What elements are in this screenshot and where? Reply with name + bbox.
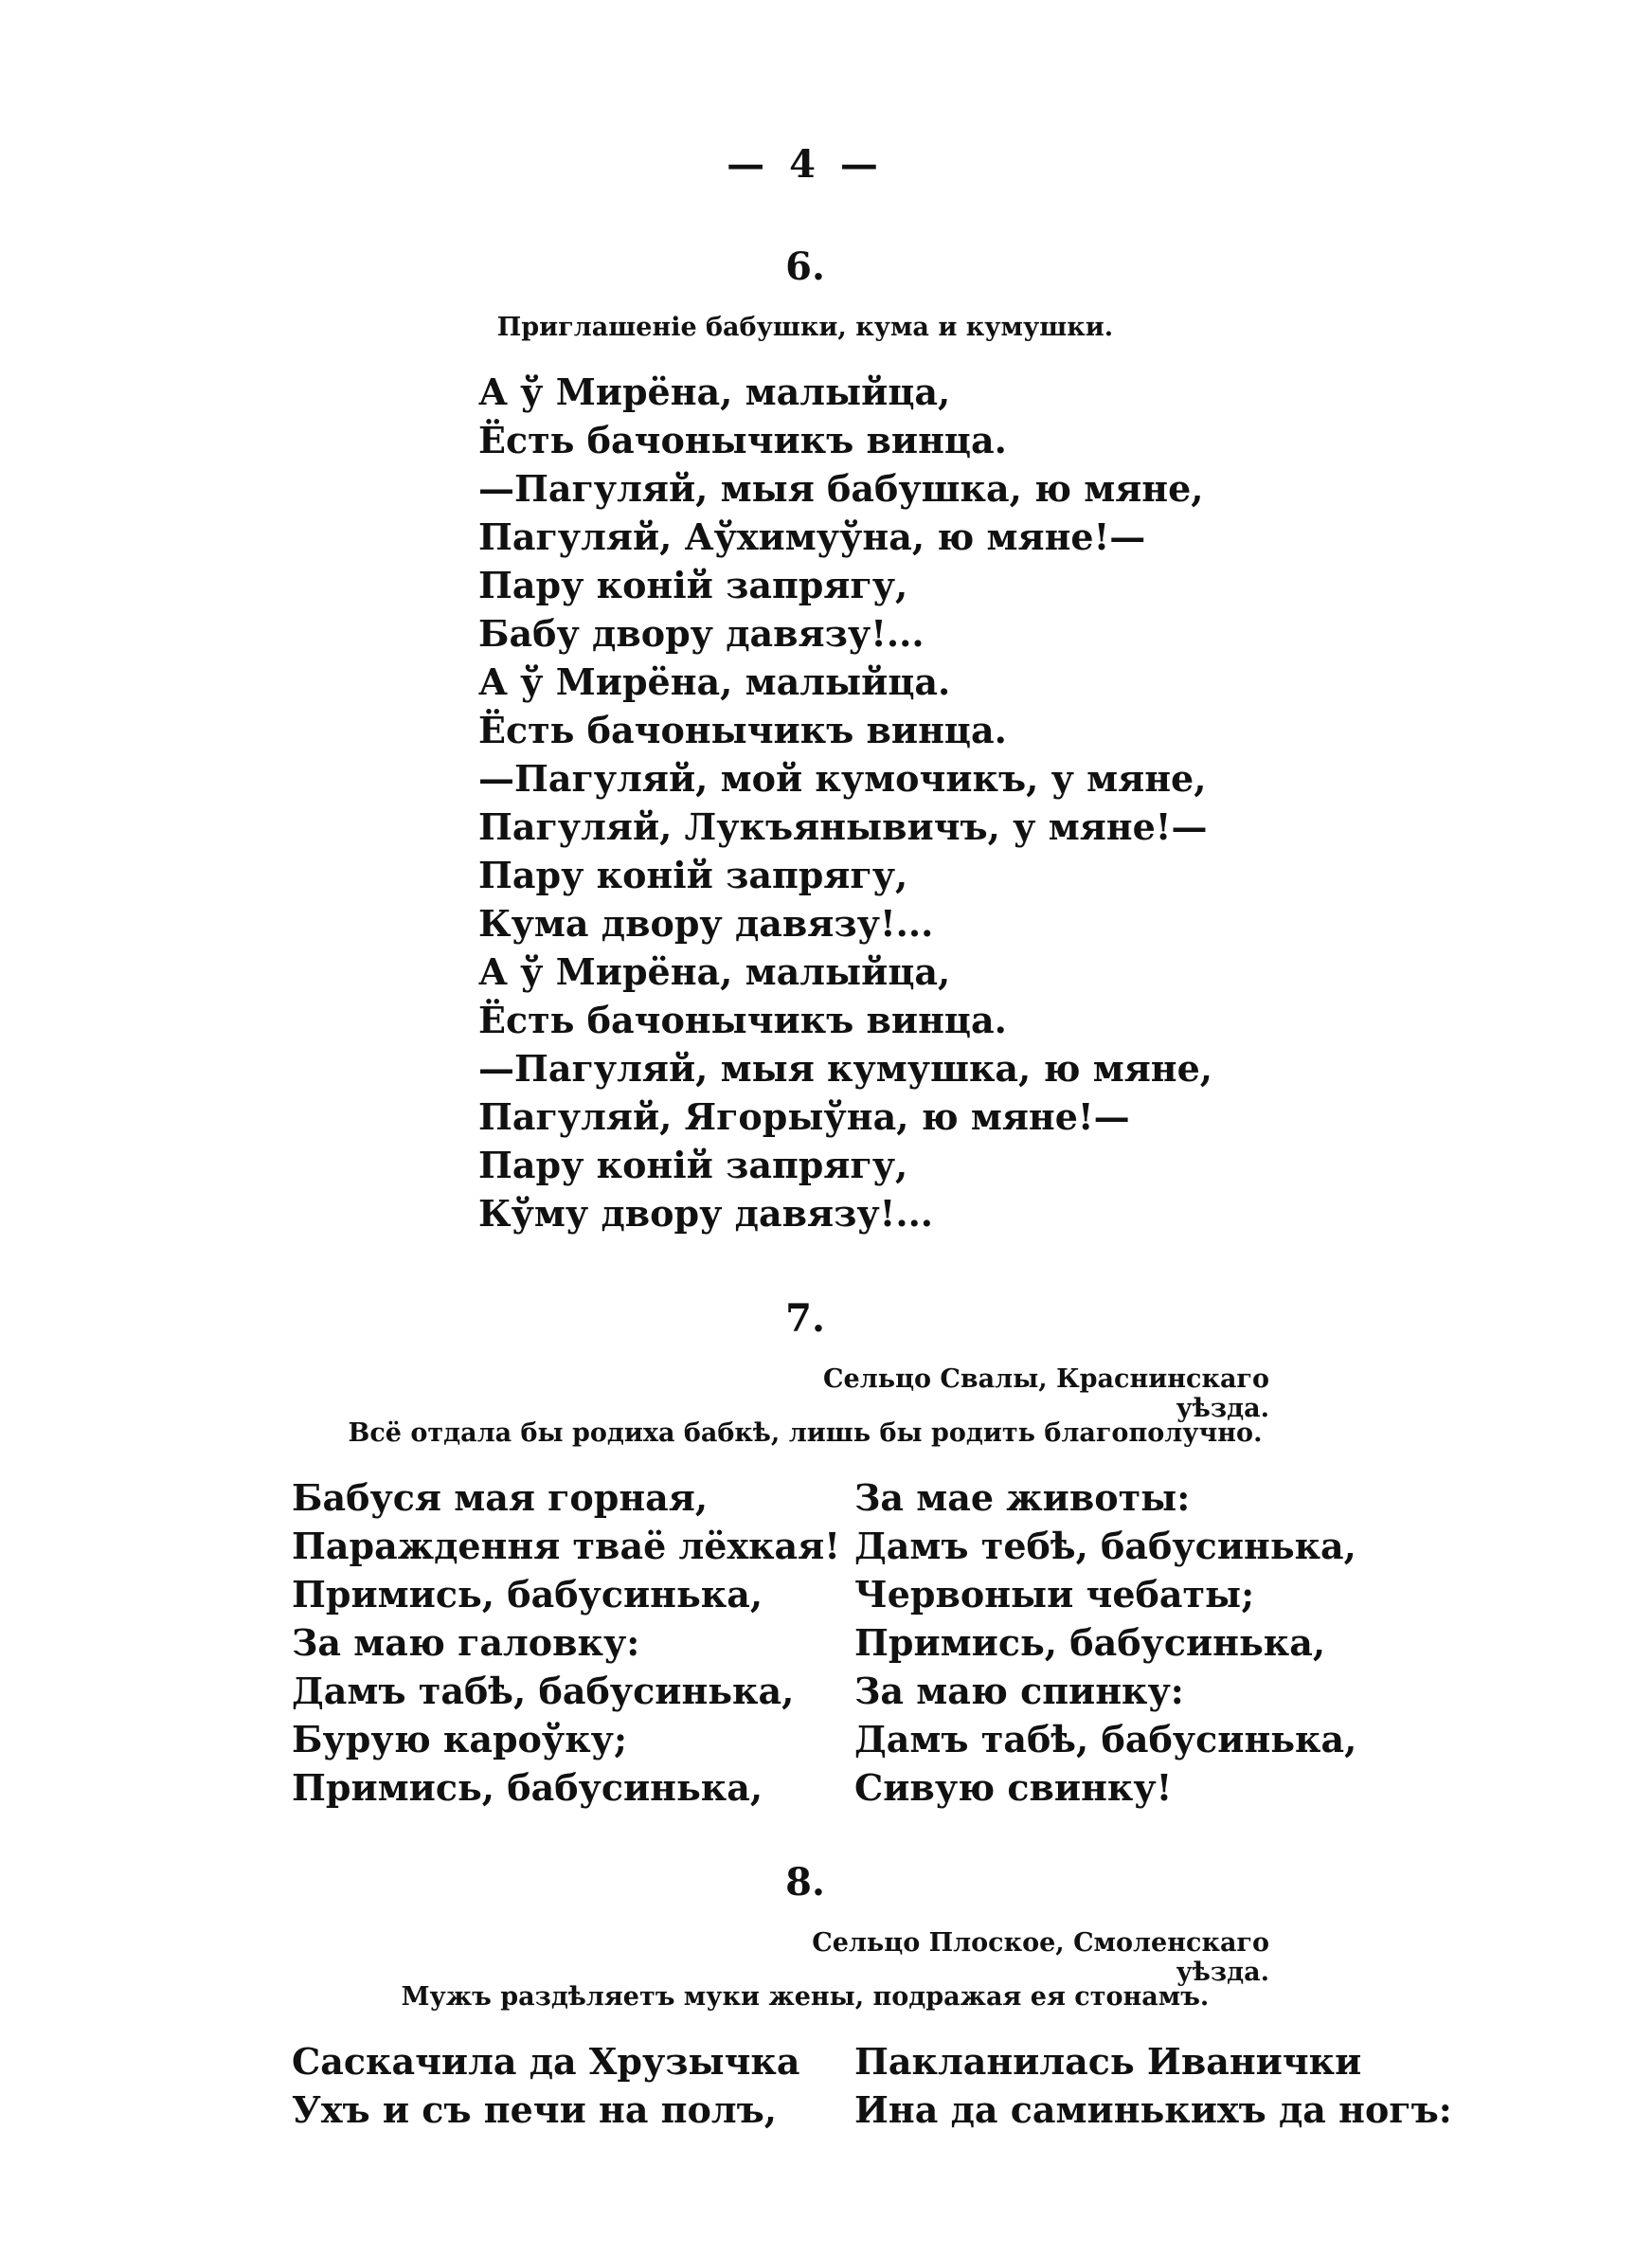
verse-line: Кума двору давязу!... [478, 902, 934, 945]
verse-line: А ў Мирёна, малыйца, [478, 950, 951, 993]
verse-line: Примись, бабусинька, [854, 1621, 1326, 1664]
section-7-number: 7. [785, 1296, 825, 1341]
section-8-poem-left [292, 2037, 800, 2134]
page-number: — 4 — [727, 142, 884, 187]
verse-line: Саскачила да Хрузычка [292, 2040, 800, 2083]
verse-line: Дамъ табѣ, бабусинька, [854, 1718, 1357, 1760]
verse-line: Пару коній запрягу, [478, 1144, 908, 1186]
verse-line: Ина да саминькихъ да ногъ: [854, 2088, 1452, 2131]
verse-line: Пагуляй, Аўхимуўна, ю мяне!— [478, 515, 1146, 558]
verse-line: Пару коній запрягу, [478, 564, 908, 606]
section-6-poem [478, 368, 1212, 1237]
verse-line: Ёсть бачонычикъ винца. [478, 419, 1007, 461]
verse-line: А ў Мирёна, малыйца, [478, 370, 951, 413]
verse-line: Ухъ и съ печи на полъ, [292, 2088, 778, 2131]
verse-line: Бабу двору давязу!... [478, 612, 925, 655]
verse-line: За маю галовку: [292, 1621, 640, 1664]
section-8-number: 8. [785, 1860, 825, 1905]
section-7-poem-right [854, 1473, 1356, 1812]
section-7-location: Сельцо Свалы, Краснинскаго уѣзда. [823, 1364, 1269, 1423]
verse-line: За мае животы: [854, 1476, 1191, 1519]
verse-line: —Пагуляй, мой кумочикъ, у мяне, [478, 757, 1207, 800]
section-7-poem-left [292, 1473, 840, 1812]
verse-line: Примись, бабусинька, [292, 1573, 763, 1616]
section-6-number: 6. [785, 244, 825, 289]
verse-line: А ў Мирёна, малыйца. [478, 660, 951, 703]
verse-line: Параждення тваё лёхкая! [292, 1525, 840, 1567]
verse-line: Ёсть бачонычикъ винца. [478, 709, 1007, 751]
verse-line: Ёсть бачонычикъ винца. [478, 999, 1007, 1041]
section-8-location: Сельцо Плоское, Смоленскаго уѣзда. [812, 1928, 1269, 1987]
verse-line: За маю спинку: [854, 1670, 1184, 1712]
section-8-subtitle: Мужъ раздѣляетъ муки жены, подражая ея стонамъ. [401, 1982, 1210, 2012]
verse-line: Сивую свинку! [854, 1766, 1173, 1809]
verse-line: Червоныи чебаты; [854, 1573, 1255, 1616]
verse-line: Пакланилась Иванички [854, 2040, 1362, 2083]
verse-line: Пагуляй, Лукъянывичъ, у мяне!— [478, 805, 1208, 848]
verse-line: Пагуляй, Ягорыўна, ю мяне!— [478, 1095, 1130, 1138]
verse-line: Бурую кароўку; [292, 1718, 627, 1760]
verse-line: Пару коній запрягу, [478, 854, 908, 896]
section-7-subtitle: Всё отдала бы родиха бабкѣ, лишь бы родить благополучно. [348, 1418, 1263, 1448]
section-6-subtitle: Приглашеніе бабушки, кума и кумушки. [496, 313, 1114, 342]
section-8-poem-right [854, 2037, 1452, 2134]
verse-line: Дамъ тебѣ, бабусинька, [854, 1525, 1356, 1567]
verse-line: Дамъ табѣ, бабусинька, [292, 1670, 795, 1712]
verse-line: Кўму двору давязу!... [478, 1192, 934, 1235]
verse-line: —Пагуляй, мыя кумушка, ю мяне, [478, 1047, 1212, 1090]
verse-line: —Пагуляй, мыя бабушка, ю мяне, [478, 467, 1204, 510]
verse-line: Бабуся мая горная, [292, 1476, 709, 1519]
verse-line: Примись, бабусинька, [292, 1766, 763, 1809]
